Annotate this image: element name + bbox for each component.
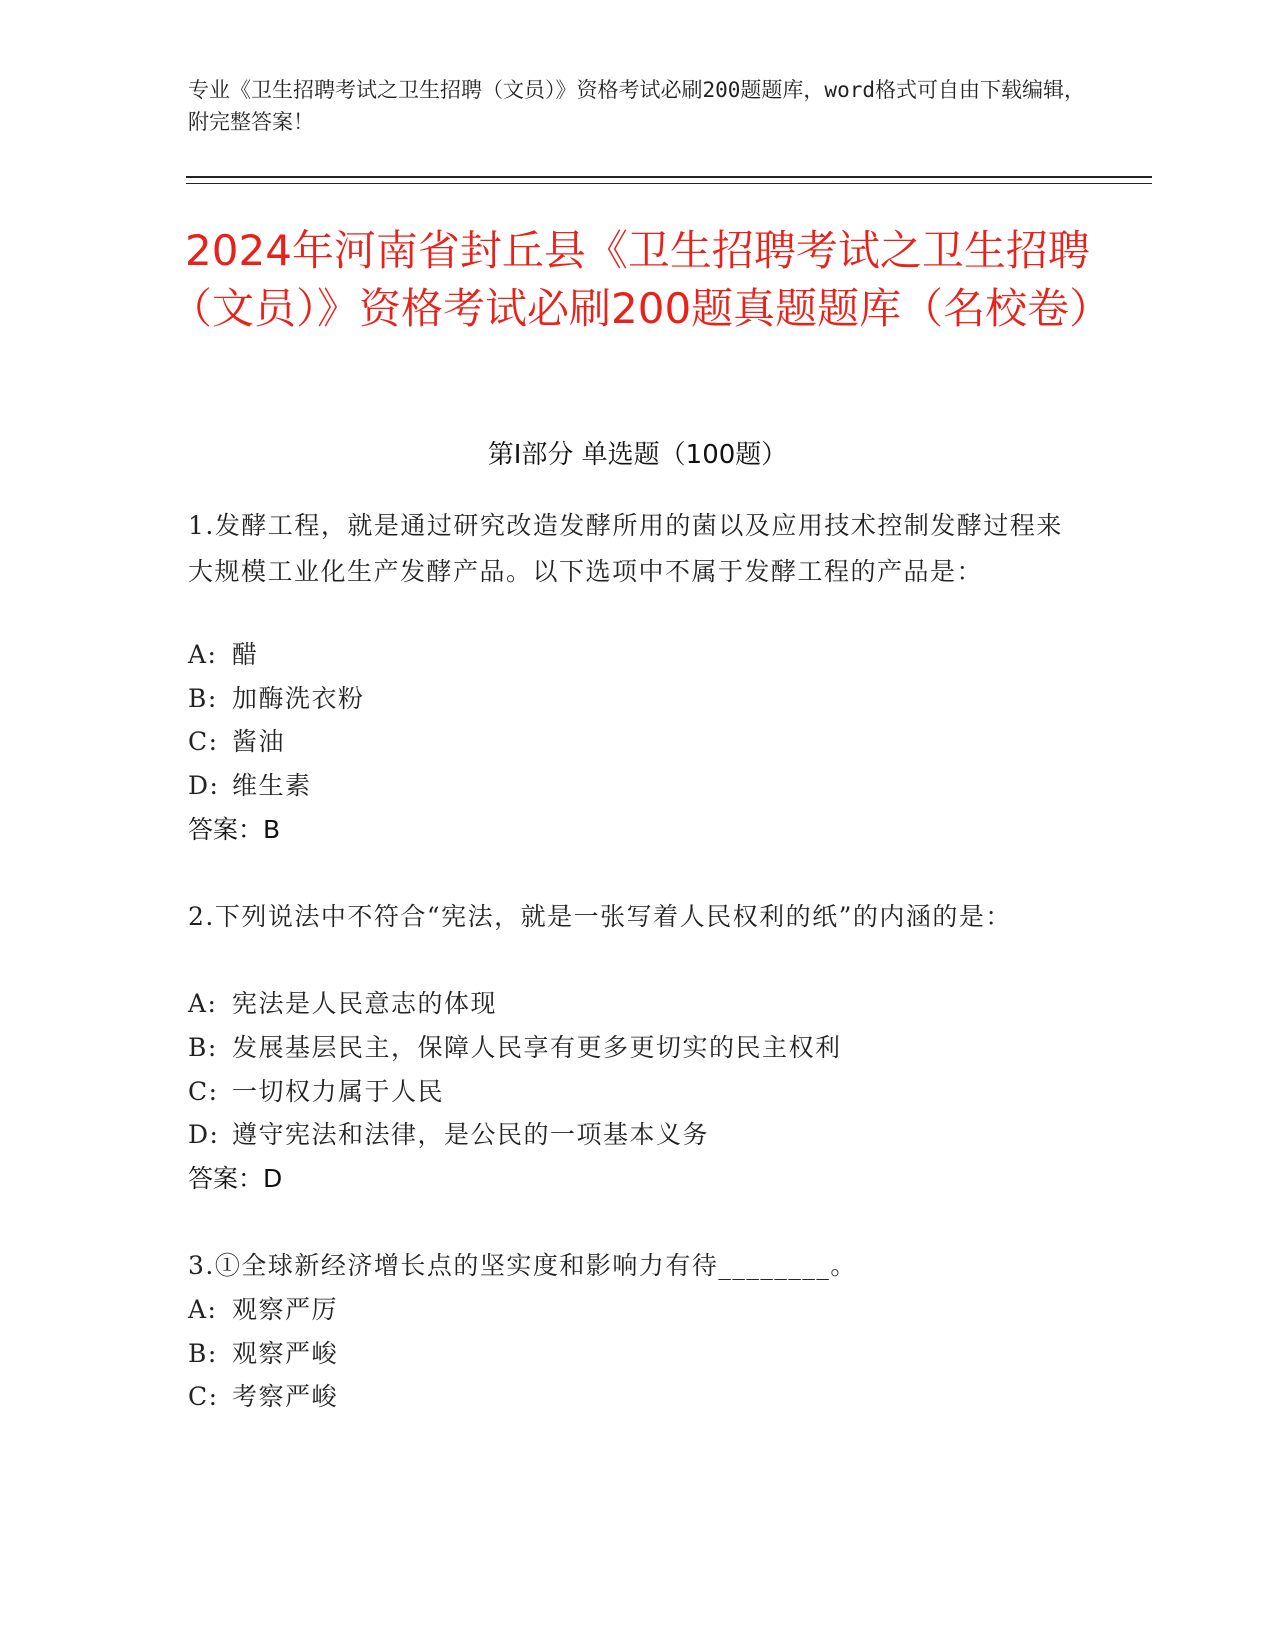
question-1-option-d bbox=[188, 768, 1068, 804]
option-letter: A: bbox=[188, 640, 218, 669]
option-letter: A: bbox=[188, 989, 218, 1018]
option-text: 酱油 bbox=[232, 727, 286, 756]
section-heading: 第Ⅰ部分 单选题（100题） bbox=[487, 440, 788, 470]
option-text: 考察严峻 bbox=[232, 1382, 339, 1411]
option-letter: B: bbox=[188, 684, 218, 713]
option-text: 醋 bbox=[232, 640, 259, 669]
option-text: 维生素 bbox=[232, 771, 312, 800]
document-title: 2024年河南省封丘县《卫生招聘考试之卫生招聘（文员）》资格考试必刷200题真题题库（名校卷） bbox=[170, 226, 1112, 333]
option-letter: D: bbox=[188, 1120, 220, 1149]
question-1-text: 1.发酵工程，就是通过研究改造发酵所用的菌以及应用技术控制发酵过程来大规模工业化生产发酵产品。以下选项中不属于发酵工程的产品是： bbox=[188, 511, 1063, 586]
question-1-answer: 答案：B bbox=[188, 815, 281, 844]
option-text: 加酶洗衣粉 bbox=[232, 684, 365, 713]
option-letter: B: bbox=[188, 1033, 218, 1062]
question-2-option-d bbox=[188, 1117, 1068, 1153]
question-2-answer: 答案：D bbox=[188, 1164, 283, 1193]
option-letter: D: bbox=[188, 771, 220, 800]
question-2-option-a bbox=[188, 986, 1068, 1022]
question-3-option-a bbox=[188, 1292, 1068, 1328]
option-text: 遵守宪法和法律，是公民的一项基本义务 bbox=[232, 1120, 710, 1149]
option-text: 一切权力属于人民 bbox=[232, 1077, 445, 1106]
option-letter: B: bbox=[188, 1339, 218, 1368]
question-2-text: 2.下列说法中不符合“宪法，就是一张写着人民权利的纸”的内涵的是： bbox=[188, 902, 1012, 931]
option-letter: C: bbox=[188, 727, 219, 756]
header-divider bbox=[186, 176, 1152, 184]
header-note: 专业《卫生招聘考试之卫生招聘（文员）》资格考试必刷200题题库，word格式可自由下载编辑，附完整答案！ bbox=[188, 78, 1085, 134]
option-text: 观察严峻 bbox=[232, 1339, 339, 1368]
option-letter: C: bbox=[188, 1077, 219, 1106]
option-letter: C: bbox=[188, 1382, 219, 1411]
question-3-text: 3.①全球新经济增长点的坚实度和影响力有待________。 bbox=[188, 1251, 857, 1280]
option-letter: A: bbox=[188, 1295, 218, 1324]
question-2-option-b bbox=[188, 1030, 1068, 1066]
option-text: 宪法是人民意志的体现 bbox=[232, 989, 498, 1018]
question-3-option-c bbox=[188, 1379, 1068, 1415]
question-1-option-a bbox=[188, 637, 1068, 673]
question-1-option-c bbox=[188, 724, 1068, 760]
question-3-option-b bbox=[188, 1336, 1068, 1372]
question-1-option-b bbox=[188, 681, 1068, 717]
option-text: 发展基层民主，保障人民享有更多更切实的民主权利 bbox=[232, 1033, 842, 1062]
question-2-option-c bbox=[188, 1074, 1068, 1110]
option-text: 观察严厉 bbox=[232, 1295, 339, 1324]
